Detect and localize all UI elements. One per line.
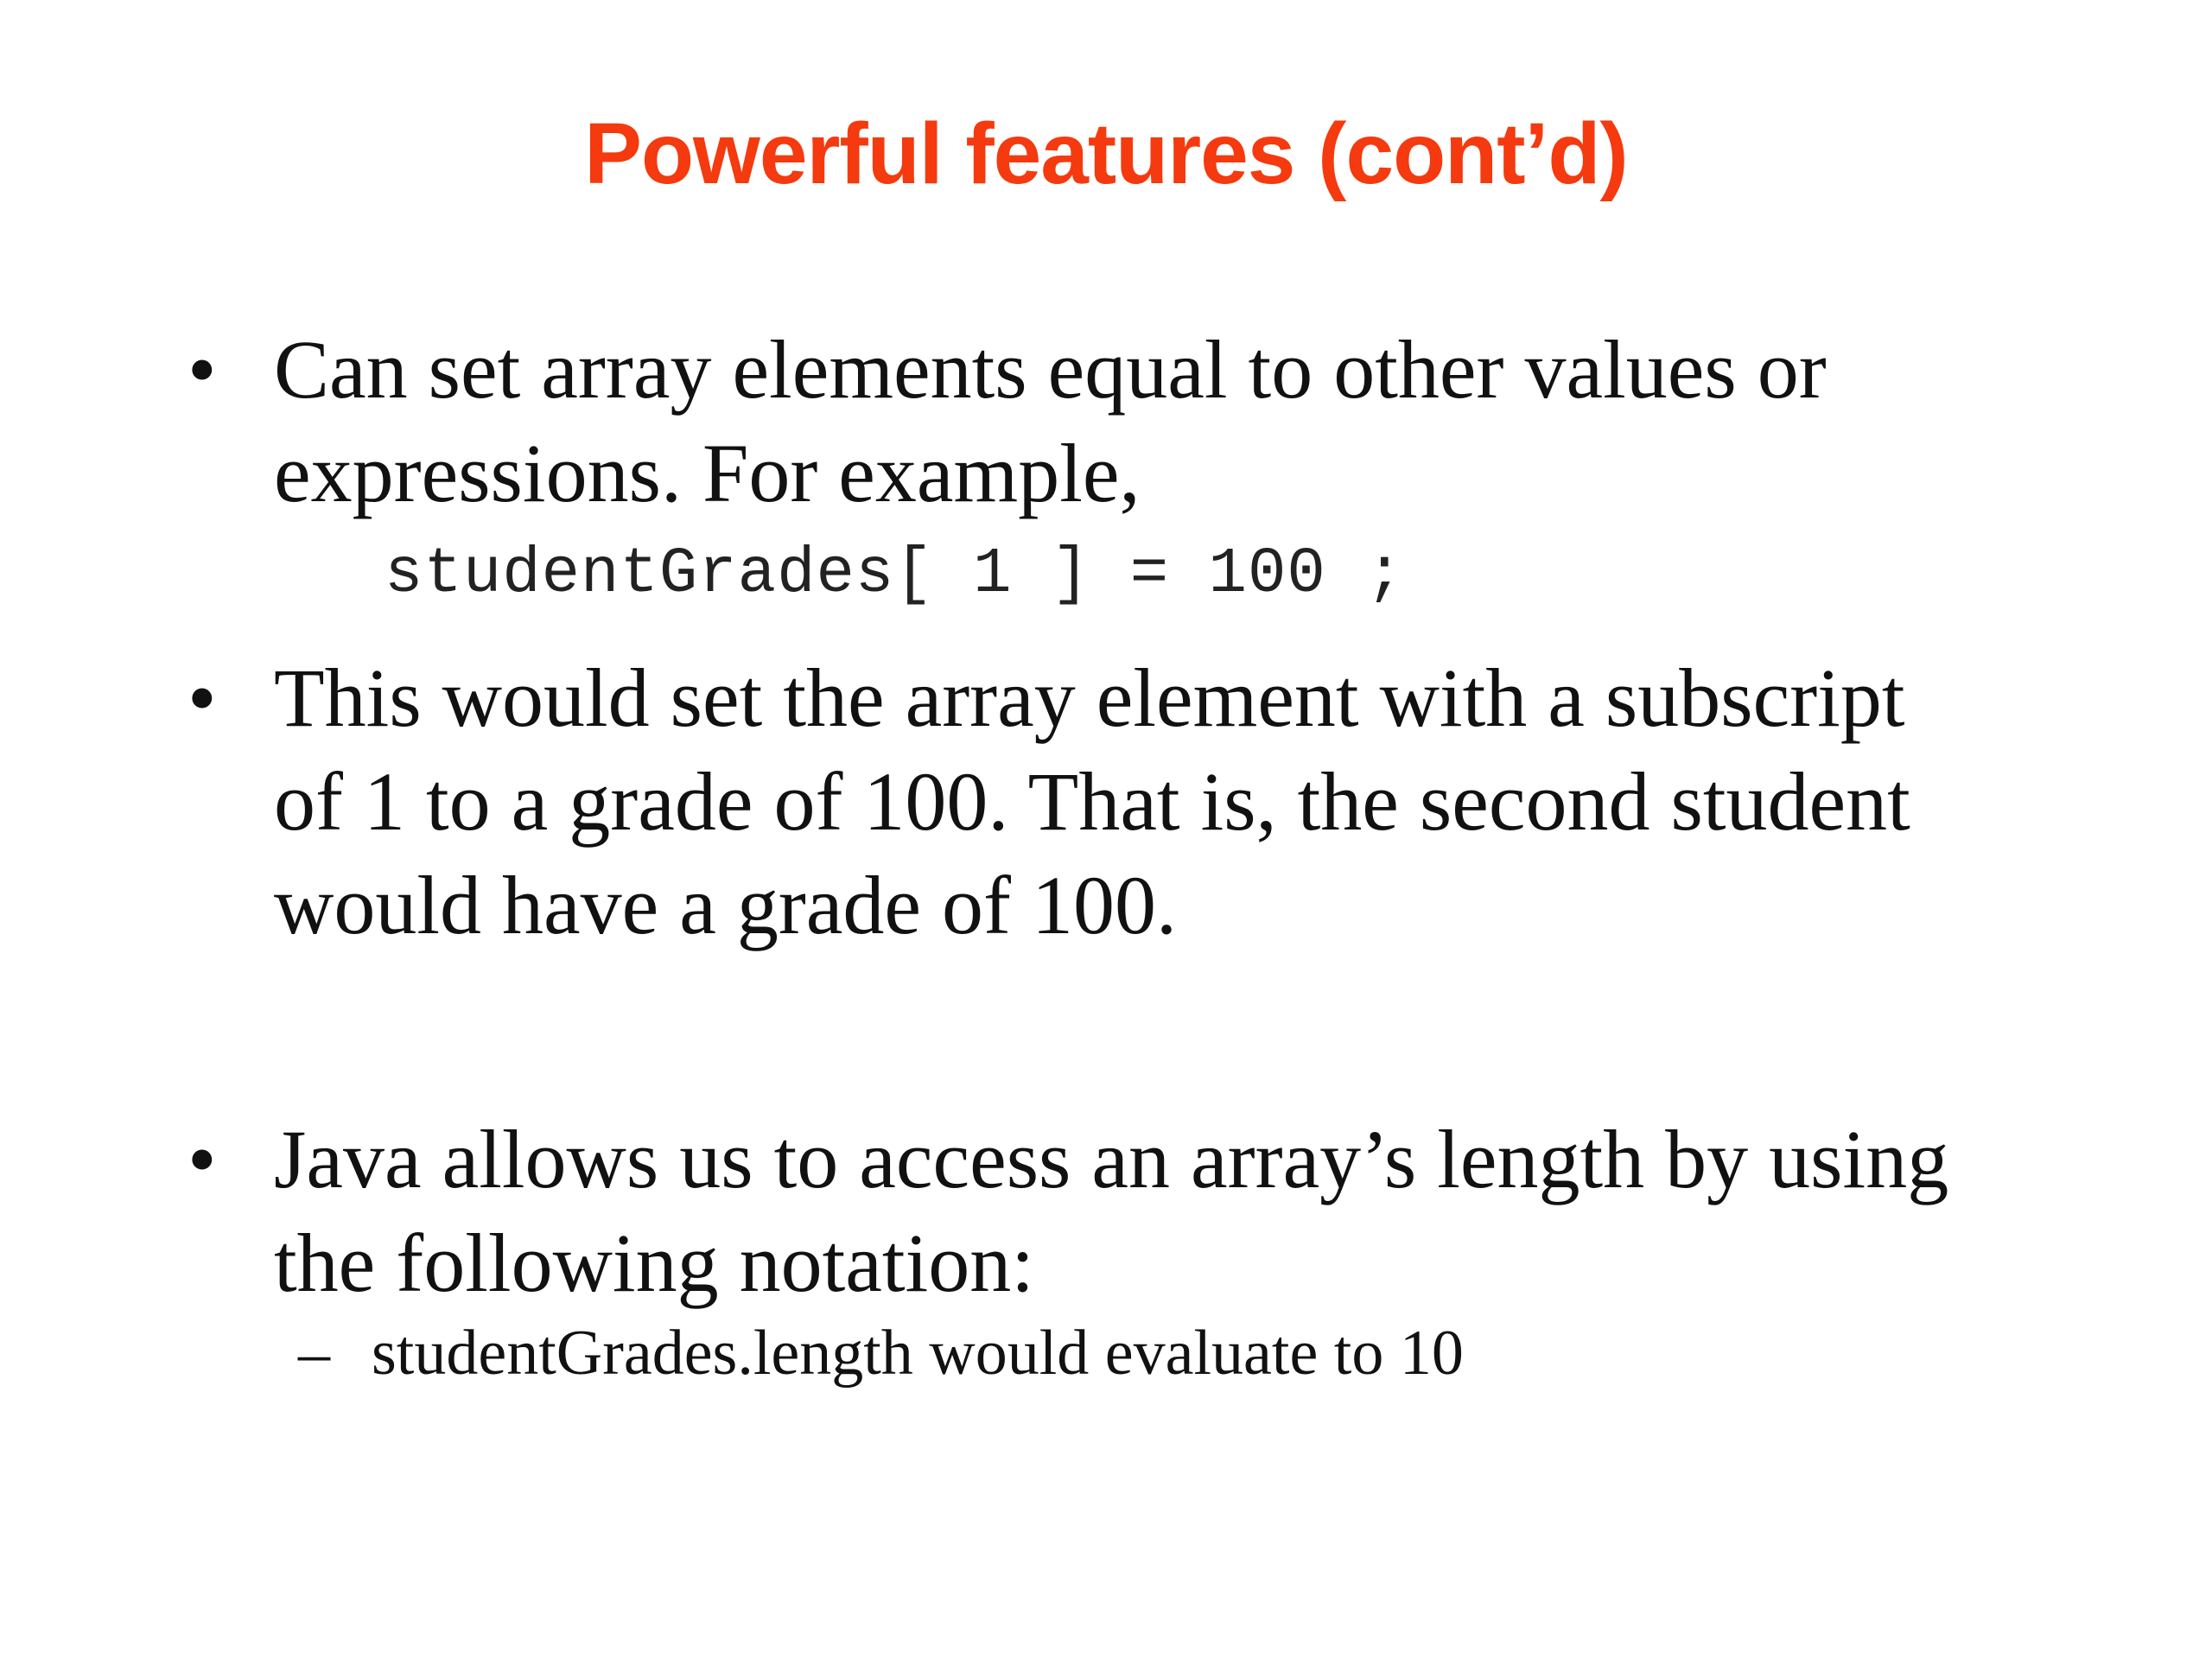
sub-bullet-marker: – — [298, 1318, 330, 1389]
bullet-marker: • — [188, 323, 217, 416]
bullet-text: Java allows us to access an array’s length by using the following notation: — [274, 1113, 1949, 1309]
bullet-marker: • — [188, 1113, 217, 1205]
bullet-text: This would set the array element with a subscript of 1 to a grade of 100. That is, the second student would have a grade of 100. — [274, 652, 1910, 951]
bullet-text: Can set array elements equal to other values or expressions. For example, — [274, 323, 1827, 519]
slide-title: Powerful features (cont’d) — [584, 105, 1628, 202]
code-example: studentGrades[ 1 ] = 100 ; — [385, 538, 1405, 611]
sub-bullet-text: studentGrades.length would evaluate to 10 — [372, 1318, 1464, 1389]
bullet-marker: • — [188, 652, 217, 744]
